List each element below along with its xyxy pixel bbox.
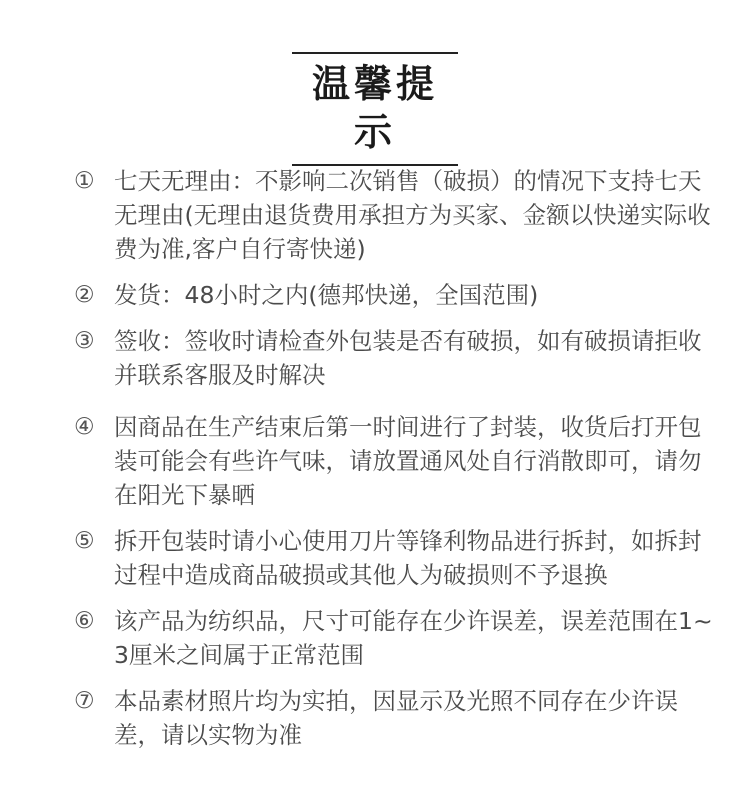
notice-text: 该产品为纺织品，尺寸可能存在少许误差，误差范围在1~3厘米之间属于正常范围	[114, 607, 713, 669]
notice-text: 七天无理由：不影响二次销售（破损）的情况下支持七天无理由(无理由退货费用承担方为买家、金额以快递实际收费为准,客户自行寄快递)	[114, 167, 711, 263]
notice-text: 拆开包装时请小心使用刀片等锋利物品进行拆封，如拆封过程中造成商品破损或其他人为破损则不予退换	[114, 527, 702, 589]
notice-list	[74, 164, 724, 752]
title-frame	[292, 52, 458, 166]
notice-number: ④	[74, 414, 95, 440]
title-section	[0, 52, 750, 166]
notice-item	[74, 278, 724, 312]
notice-number: ⑤	[74, 528, 95, 554]
notice-number: ⑥	[74, 608, 95, 634]
notice-number: ②	[74, 282, 95, 308]
notice-number: ③	[74, 328, 95, 354]
notice-item	[74, 604, 724, 672]
notice-item	[74, 684, 724, 752]
notice-item	[74, 324, 724, 392]
notice-text: 本品素材照片均为实拍，因显示及光照不同存在少许误差，请以实物为准	[114, 687, 678, 749]
notice-item	[74, 524, 724, 592]
notice-text: 因商品在生产结束后第一时间进行了封装，收货后打开包装可能会有些许气味，请放置通风处自行消散即可，请勿在阳光下暴晒	[114, 413, 702, 509]
notice-number: ①	[74, 168, 95, 194]
notice-item	[74, 164, 724, 266]
page-title: 温馨提示	[311, 62, 438, 154]
notice-number: ⑦	[74, 688, 95, 714]
notice-item	[74, 410, 724, 512]
notice-text: 发货：48小时之内(德邦快递，全国范围)	[114, 281, 539, 309]
notice-text: 签收：签收时请检查外包装是否有破损，如有破损请拒收并联系客服及时解决	[114, 327, 702, 389]
